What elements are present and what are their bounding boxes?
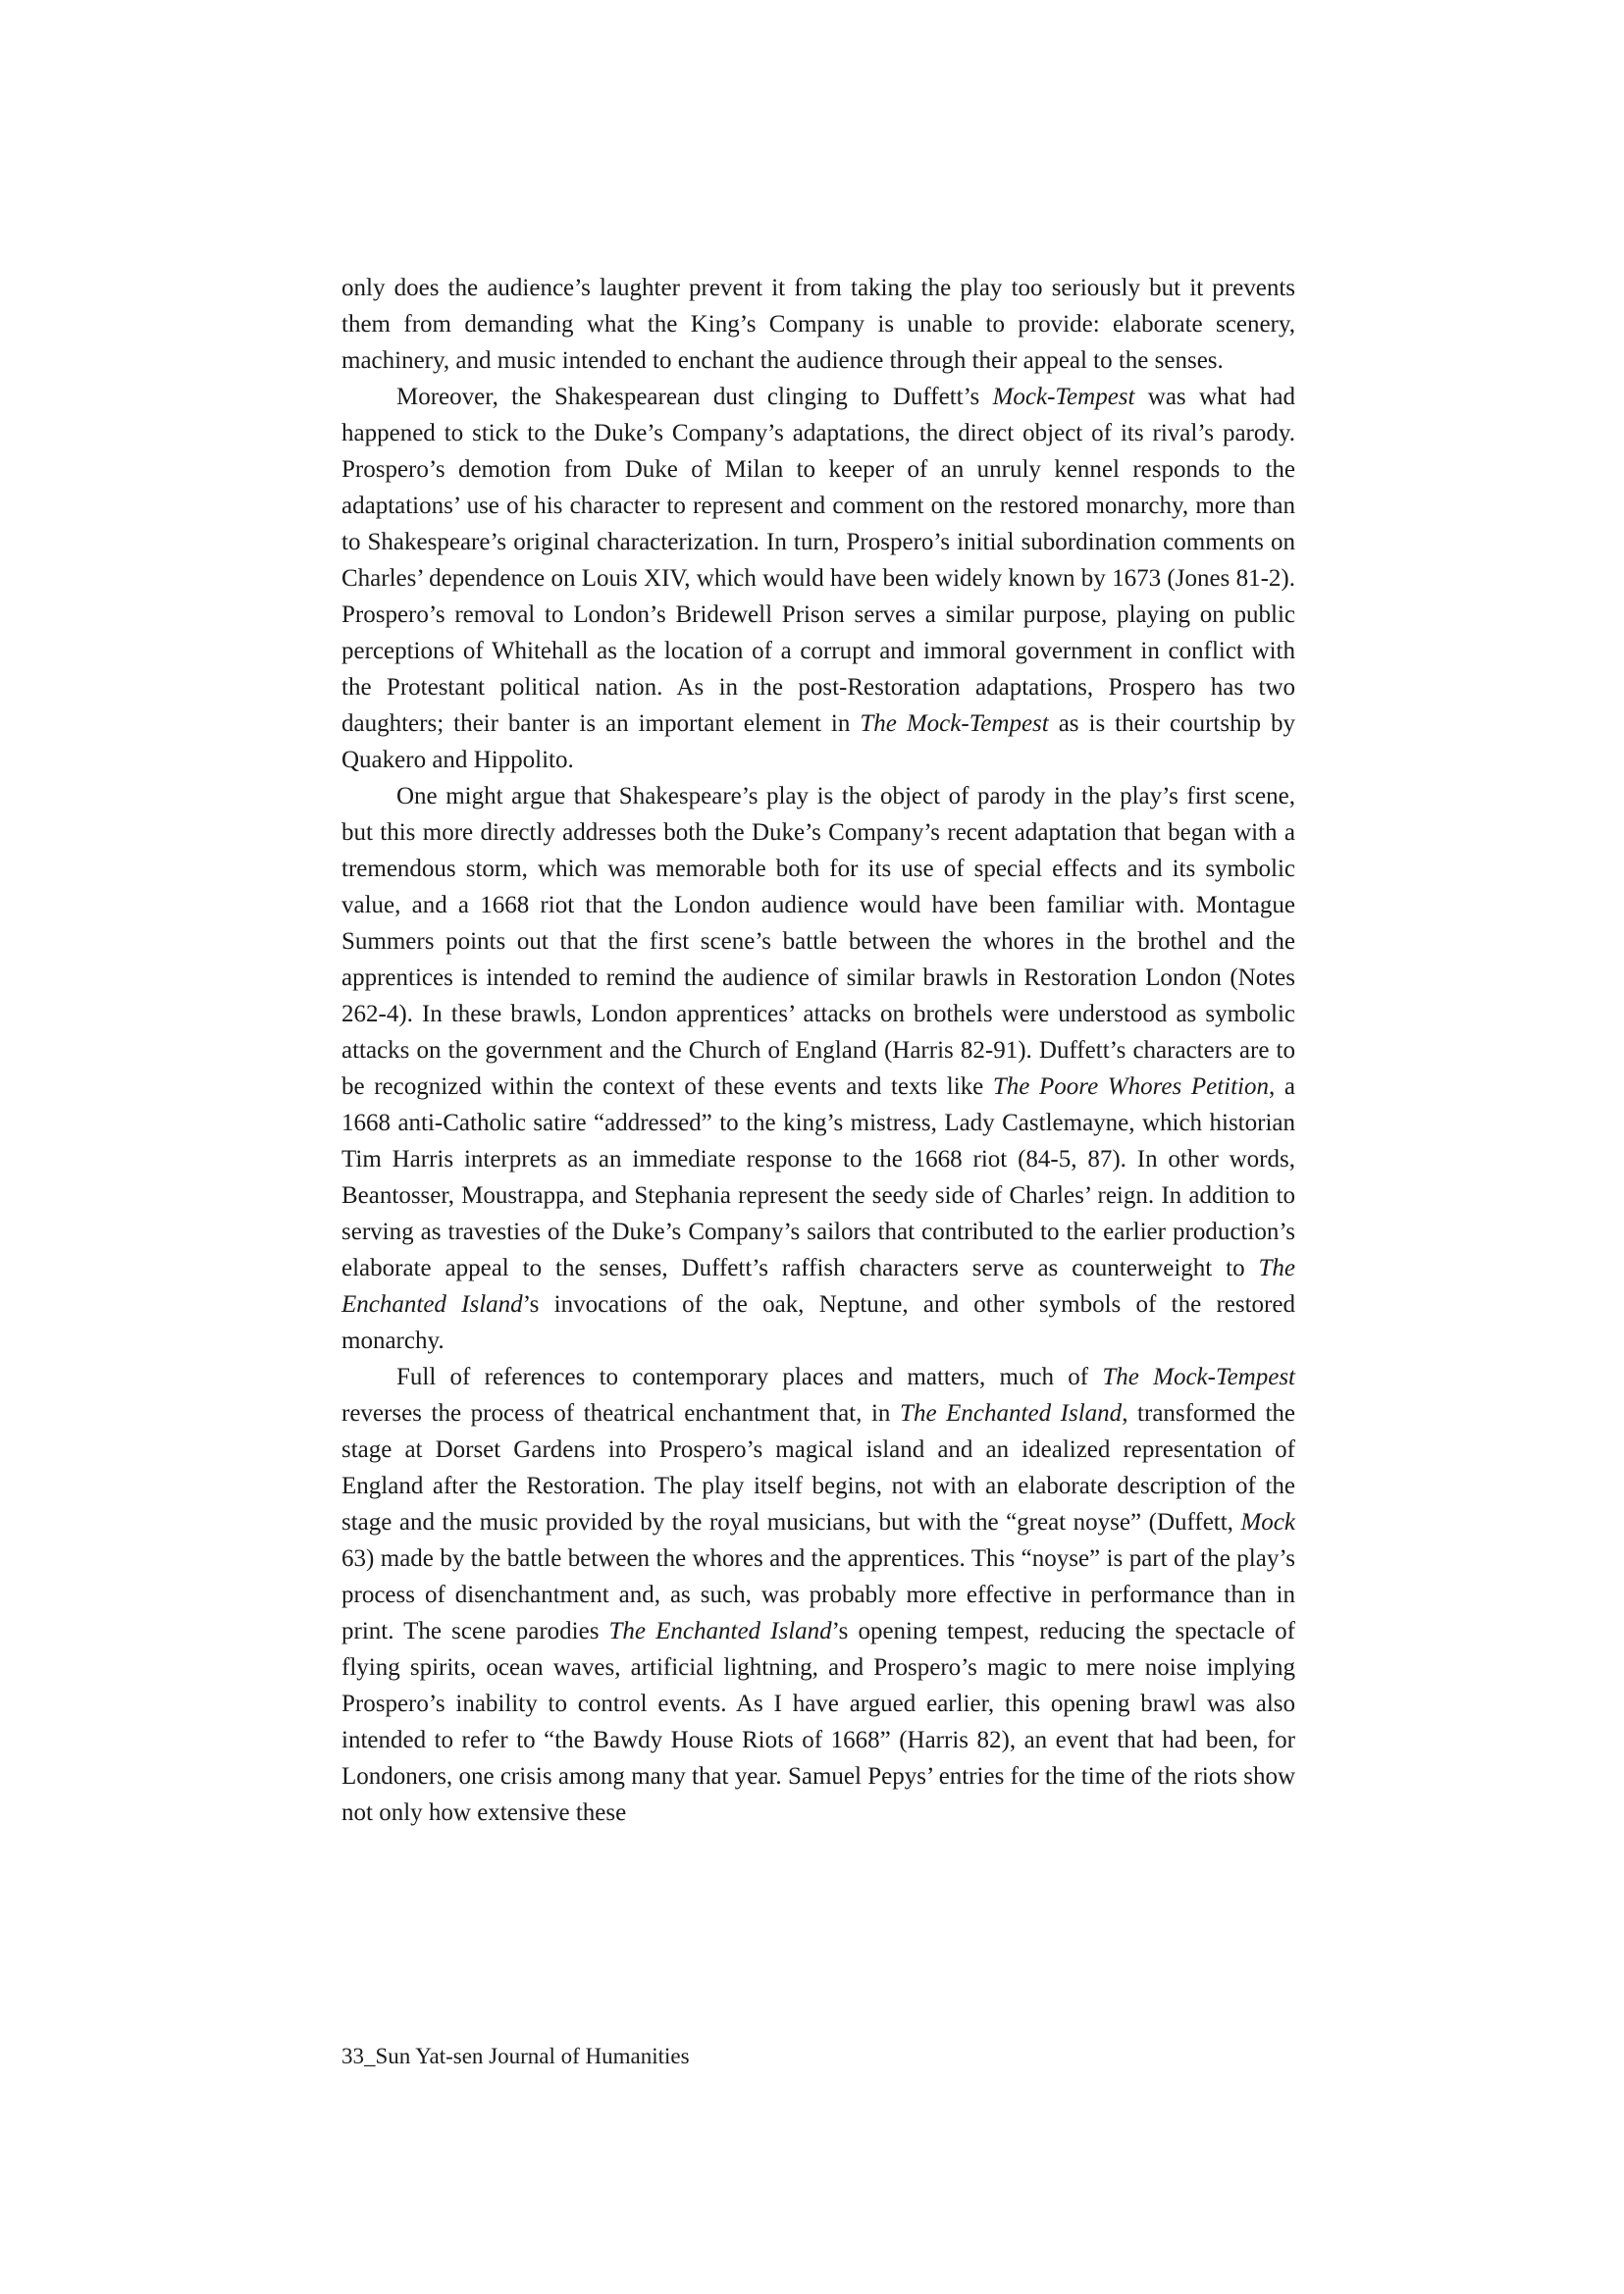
body-text [341,270,1295,1831]
paragraph-text: One might argue that Shakespeare’s play is the object of parody in the play’s first scene, but this more directly addresses both the Duke’s Company’s recent adaptation that began with a tremendous storm, which was memorable both for its use of special effects and its symbolic value, and a 1668 riot that the London audience would have been familiar with. Montague Summers points out that the first scene’s battle between the whores in the brothel and the apprentices is intended to remind the audience of similar brawls in Restoration London (Notes 262-4). In these brawls, London apprentices’ attacks on brothels were understood as symbolic attacks on the government and the Church of England (Harris 82-91). Duffett’s characters are to be recognized within the context of these events and texts like [341,783,1295,1100]
title-mock: Mock [1240,1509,1295,1536]
title-mock-tempest: Mock-Tempest [992,384,1135,410]
paragraph-text: , a 1668 anti-Catholic satire “addressed” to the king’s mistress, Lady Castlemayne, which historian Tim Harris interprets as an immediate response to the 1668 riot (84-5, 87). In other words, Beantosser, Moustrappa, and Stephania represent the seedy side of Charles’ reign. In addition to serving as travesties of the Duke’s Company’s sailors that contributed to the earlier production’s elaborate appeal to the senses, Duffett’s raffish characters serve as counterweight to [341,1073,1295,1281]
paragraph-text: Full of references to contemporary places and matters, much of [396,1364,1103,1390]
paragraph-text: was what had happened to stick to the Duke’s Company’s adaptations, the direct object of its rival’s parody. Prospero’s demotion from Duke of Milan to keeper of an unruly kennel responds to the adaptations’ use of his character to represent and comment on the restored monarchy, more than to Shakespeare’s original characterization. In turn, Prospero’s initial subordination comments on Charles’ dependence on Louis XIV, which would have been widely known by 1673 (Jones 81-2). Prospero’s removal to London’s Bridewell Prison serves a similar purpose, playing on public perceptions of Whitehall as the location of a corrupt and immoral government in conflict with the Protestant political nation. As in the post-Restoration adaptations, Prospero has two daughters; their banter is an important element in [341,384,1295,737]
paragraph-text: Moreover, the Shakespearean dust clinging to Duffett’s [396,384,993,410]
paragraph-text: 63) made by the battle between the whores and the apprentices. This “noyse” is part of the play’s process of disenchantment and, as such, was probably more effective in performance than in print. The scene parodies [341,1545,1295,1644]
paragraph-3 [341,778,1295,1359]
paragraph-text: reverses the process of theatrical enchantment that, in [341,1400,901,1427]
title-enchanted-island: The Enchanted Island [341,1255,1295,1318]
paragraph-text: as is their courtship by Quakero and Hippolito. [341,710,1296,773]
title-poore-whores-petition: The Poore Whores Petition [992,1073,1270,1100]
paragraph-text: only does the audience’s laughter prevent it from taking the play too seriously but it prevents them from demanding what the King’s Company is unable to provide: elaborate scenery, machinery, and music intended to enchant the audience through their appeal to the senses. [341,275,1295,374]
page-footer: 33_Sun Yat-sen Journal of Humanities [341,2044,690,2068]
title-enchanted-island: The Enchanted Island [608,1618,832,1644]
paragraph-4 [341,1359,1295,1831]
paragraph-text: , transformed the stage at Dorset Gardens into Prospero’s magical island and an idealized representation of England after the Restoration. The play itself begins, not with an elaborate description of the stage and the music provided by the royal musicians, but with the “great noyse” (Duffett, [341,1400,1295,1536]
title-the-mock-tempest: The Mock-Tempest [1102,1364,1296,1390]
title-the-mock-tempest: The Mock-Tempest [860,710,1049,737]
paragraph-text: ’s opening tempest, reducing the spectacle of flying spirits, ocean waves, artificial lightning, and Prospero’s magic to mere noise implying Prospero’s inability to control events. As I have argued earlier, this opening brawl was also intended to refer to “the Bawdy House Riots of 1668” (Harris 82), an event that had been, for Londoners, one crisis among many that year. Samuel Pepys’ entries for the time of the riots show not only how extensive these [341,1618,1295,1826]
paragraph-2 [341,379,1295,778]
title-enchanted-island: The Enchanted Island [900,1400,1123,1427]
paragraph-text: ’s invocations of the oak, Neptune, and other symbols of the restored monarchy. [341,1291,1295,1354]
paragraph-1 [341,270,1295,379]
